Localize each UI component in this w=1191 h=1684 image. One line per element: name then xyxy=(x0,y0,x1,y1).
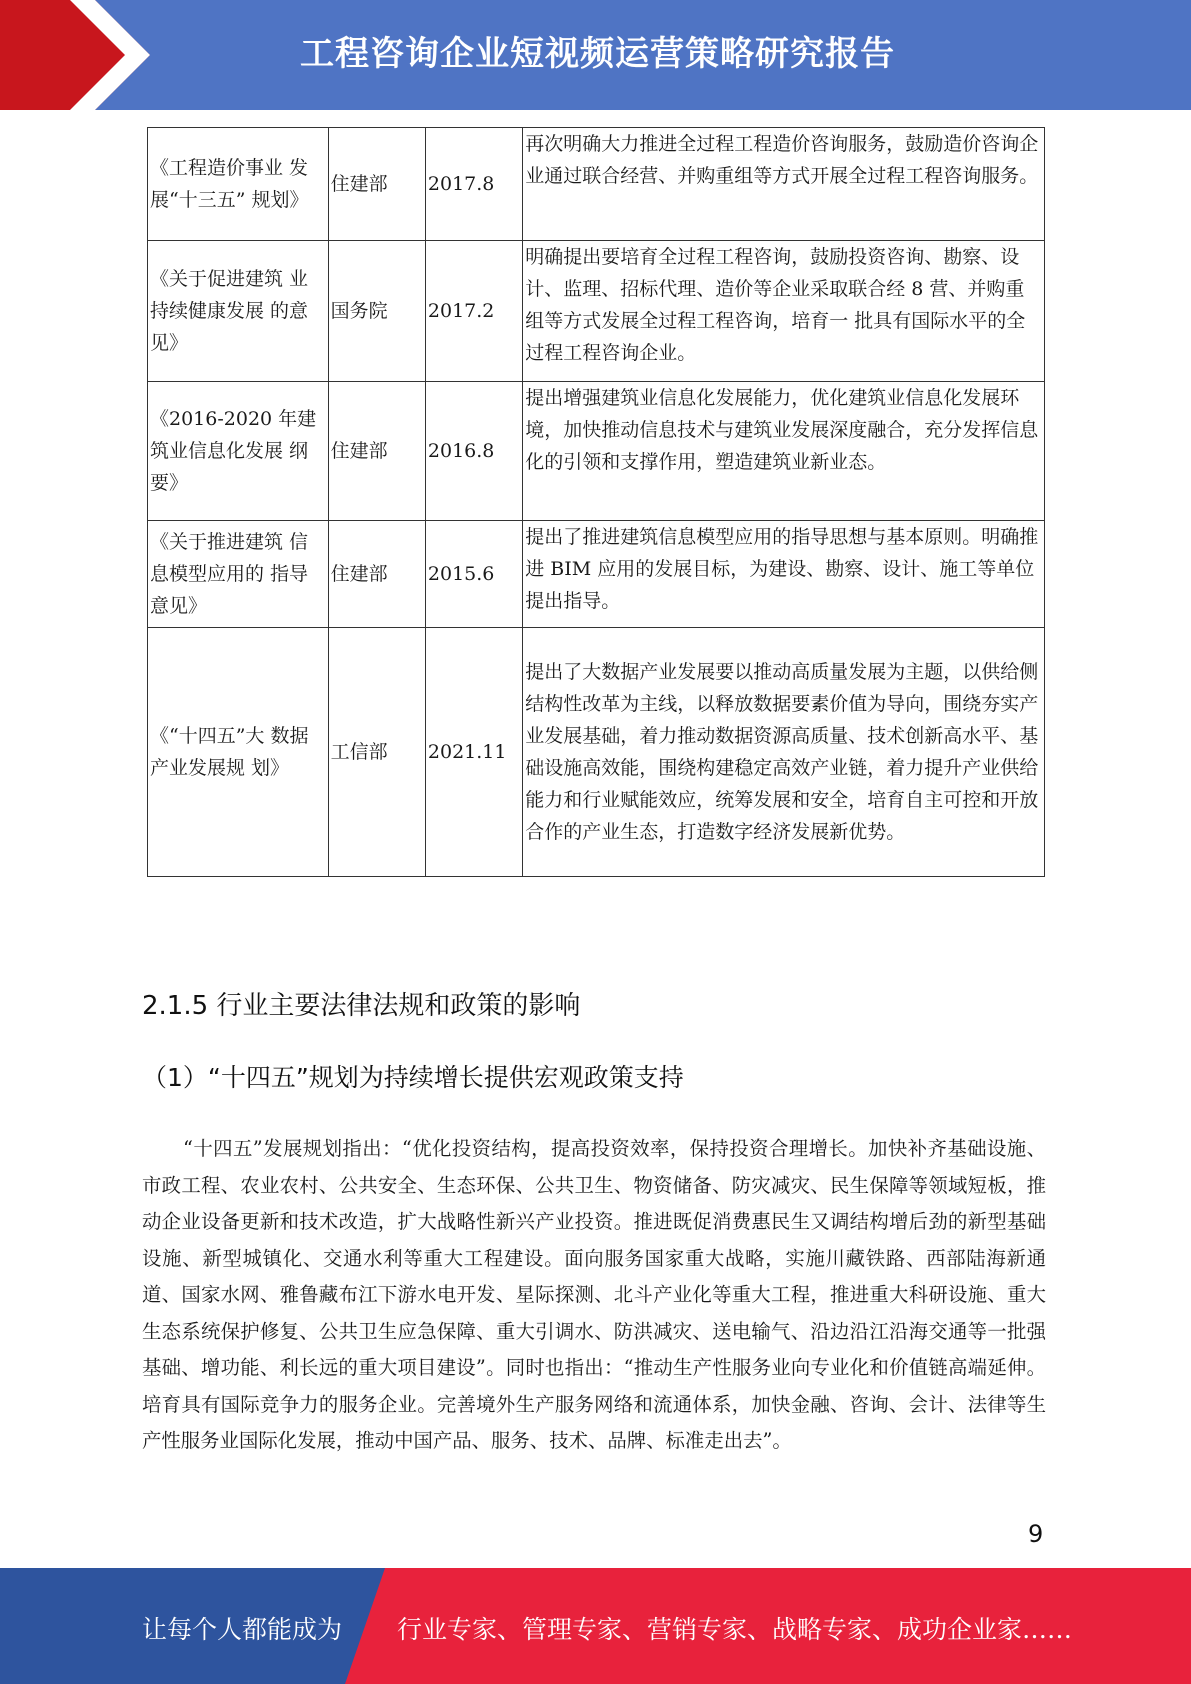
policy-dept: 住建部 xyxy=(328,521,425,628)
page-number: 9 xyxy=(1028,1520,1044,1548)
policy-name: 《关于促进建筑 业持续健康发展 的意见》 xyxy=(148,241,329,382)
policy-table xyxy=(147,127,1045,877)
section-heading: 2.1.5 行业主要法律法规和政策的影响 xyxy=(142,991,581,1021)
policy-name: 《关于推进建筑 信息模型应用的 指导意见》 xyxy=(148,521,329,628)
subsection-heading: （1）“十四五”规划为持续增长提供宏观政策支持 xyxy=(142,1063,684,1092)
policy-desc: 再次明确大力推进全过程工程造价咨询服务，鼓励造价咨询企业通过联合经营、并购重组等方式开展全过程工程咨询服务。 xyxy=(523,128,1045,241)
table-row xyxy=(148,628,1045,877)
policy-desc: 提出了推进建筑信息模型应用的指导思想与基本原则。明确推进 BIM 应用的发展目标，为建设、勘察、设计、施工等单位提出指导。 xyxy=(523,521,1045,628)
policy-dept: 住建部 xyxy=(328,382,425,521)
policy-date: 2017.2 xyxy=(425,241,522,382)
policy-dept: 国务院 xyxy=(328,241,425,382)
table-row xyxy=(148,521,1045,628)
page-header xyxy=(0,0,1191,110)
policy-desc: 明确提出要培育全过程工程咨询，鼓励投资咨询、勘察、设计、监理、招标代理、造价等企业采取联合经 8 营、并购重组等方式发展全过程工程咨询，培育一 批具有国际水平的全过程工程咨询企业。 xyxy=(523,241,1045,382)
page-footer xyxy=(0,1568,1191,1684)
policy-date: 2016.8 xyxy=(425,382,522,521)
policy-date: 2017.8 xyxy=(425,128,522,241)
table-row xyxy=(148,382,1045,521)
body-paragraph: “十四五”发展规划指出：“优化投资结构，提高投资效率，保持投资合理增长。加快补齐基础设施、市政工程、农业农村、公共安全、生态环保、公共卫生、物资储备、防灾减灾、民生保障等领域短板，推动企业设备更新和技术改造，扩大战略性新兴产业投资。推进既促消费惠民生又调结构增后劲的新型基础设施、新型城镇化、交通水利等重大工程建设。面向服务国家重大战略，实施川藏铁路、西部陆海新通道、国家水网、雅鲁藏布江下游水电开发、星际探测、北斗产业化等重大工程，推进重大科研设施、重大生态系统保护修复、公共卫生应急保障、重大引调水、防洪减灾、送电输气、沿边沿江沿海交通等一批强基础、增功能、利长远的重大项目建设”。同时也指出：“推动生产性服务业向专业化和价值链高端延伸。培育具有国际竞争力的服务企业。完善境外生产服务网络和流通体系，加快金融、咨询、会计、法律等生产性服务业国际化发展，推动中国产品、服务、技术、品牌、标准走出去”。 xyxy=(142,1137,1046,1452)
policy-desc: 提出增强建筑业信息化发展能力，优化建筑业信息化发展环境，加快推动信息技术与建筑业发展深度融合，充分发挥信息化的引领和支撑作用，塑造建筑业新业态。 xyxy=(523,382,1045,521)
policy-desc: 提出了大数据产业发展要以推动高质量发展为主题，以供给侧结构性改革为主线，以释放数据要素价值为导向，围绕夯实产业发展基础，着力推动数据资源高质量、技术创新高水平、基础设施高效能，围绕构建稳定高效产业链，着力提升产业供给能力和行业赋能效应，统筹发展和安全，培育自主可控和开放合作的产业生态，打造数字经济发展新优势。 xyxy=(523,628,1045,877)
policy-name: 《工程造价事业 发展“十三五” 规划》 xyxy=(148,128,329,241)
report-title: 工程咨询企业短视频运营策略研究报告 xyxy=(300,34,895,74)
policy-name: 《2016-2020 年建筑业信息化发展 纲要》 xyxy=(148,382,329,521)
footer-slogan-right: 行业专家、管理专家、营销专家、战略专家、成功企业家…… xyxy=(397,1615,1073,1644)
policy-date: 2015.6 xyxy=(425,521,522,628)
footer-slogan-left: 让每个人都能成为 xyxy=(142,1615,343,1644)
policy-dept: 工信部 xyxy=(328,628,425,877)
table-row xyxy=(148,128,1045,241)
policy-dept: 住建部 xyxy=(328,128,425,241)
policy-name: 《“十四五”大 数据产业发展规 划》 xyxy=(148,628,329,877)
table-row xyxy=(148,241,1045,382)
policy-date: 2021.11 xyxy=(425,628,522,877)
